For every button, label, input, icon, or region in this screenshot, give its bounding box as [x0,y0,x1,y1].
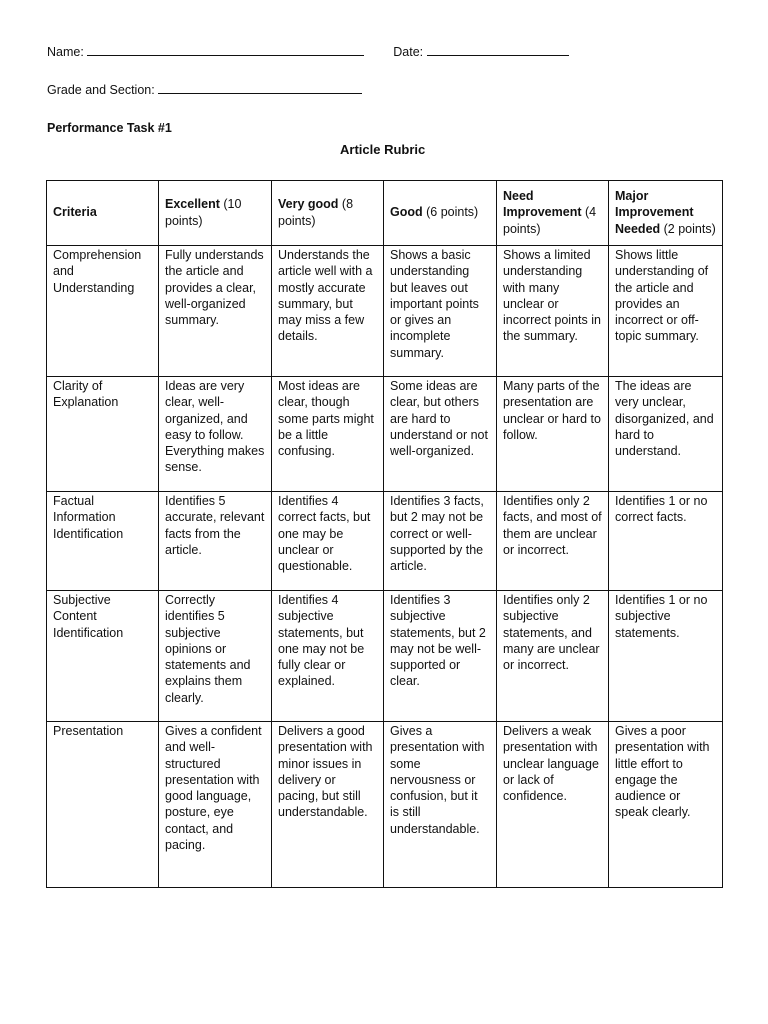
rubric-cell: Shows a basic understanding but leaves out important points or gives an incomplete summary. [384,246,497,377]
rubric-cell: Gives a confident and well-structured presentation with good language, posture, eye contact, and pacing. [159,722,272,888]
rubric-cell: Identifies 5 accurate, relevant facts from the article. [159,492,272,591]
criterion-cell: Clarity of Explanation [47,377,159,492]
header-row [47,181,723,246]
header-cell-criteria: Criteria [47,181,159,246]
rubric-cell: Identifies only 2 facts, and most of them are unclear or incorrect. [497,492,609,591]
grade-section-label: Grade and Section: [47,83,155,97]
table-row [47,246,723,377]
rubric-cell: Identifies only 2 subjective statements, and many are unclear or incorrect. [497,591,609,722]
rubric-cell: Identifies 3 facts, but 2 may not be correct or well-supported by the article. [384,492,497,591]
table-row [47,377,723,492]
header-cell-good: Good (6 points) [384,181,497,246]
rubric-cell: Most ideas are clear, though some parts might be a little confusing. [272,377,384,492]
rubric-title: Article Rubric [340,142,426,157]
criterion-cell: Comprehension and Understanding [47,246,159,377]
header-cell-very-good: Very good (8 points) [272,181,384,246]
rubric-cell: Some ideas are clear, but others are hard to understand or not well-organized. [384,377,497,492]
header-cell-major-improvement: Major Improvement Needed (2 points) [609,181,723,246]
rubric-cell: Correctly identifies 5 subjective opinions or statements and explains them clearly. [159,591,272,722]
rubric-cell: Shows little understanding of the article and provides an incorrect or off-topic summary. [609,246,723,377]
rubric-cell: Identifies 4 correct facts, but one may be unclear or questionable. [272,492,384,591]
rubric-cell: Delivers a good presentation with minor issues in delivery or pacing, but still understandable. [272,722,384,888]
header-cell-need-improvement: Need Improvement (4 points) [497,181,609,246]
name-label: Name: [47,45,84,59]
name-date-row [47,44,569,59]
date-blank[interactable] [427,44,569,56]
grade-section-blank[interactable] [158,82,362,94]
criterion-cell: Factual Information Identification [47,492,159,591]
rubric-cell: Identifies 3 subjective statements, but 2 may not be well-supported or clear. [384,591,497,722]
rubric-cell: Gives a poor presentation with little effort to engage the audience or speak clearly. [609,722,723,888]
table-row [47,492,723,591]
rubric-cell: Many parts of the presentation are unclear or hard to follow. [497,377,609,492]
rubric-cell: Understands the article well with a mostly accurate summary, but may miss a few details. [272,246,384,377]
rubric-table [46,180,723,888]
header-cell-excellent: Excellent (10 points) [159,181,272,246]
rubric-cell: Ideas are very clear, well-organized, and easy to follow. Everything makes sense. [159,377,272,492]
table-row [47,722,723,888]
table-row [47,591,723,722]
name-blank[interactable] [87,44,364,56]
date-label: Date: [393,45,424,59]
rubric-cell: Fully understands the article and provides a clear, well-organized summary. [159,246,272,377]
rubric-cell: Delivers a weak presentation with unclear language or lack of confidence. [497,722,609,888]
criterion-cell: Subjective Content Identification [47,591,159,722]
rubric-cell: Identifies 1 or no subjective statements. [609,591,723,722]
criterion-cell: Presentation [47,722,159,888]
rubric-cell: Identifies 1 or no correct facts. [609,492,723,591]
rubric-cell: The ideas are very unclear, disorganized, and hard to understand. [609,377,723,492]
rubric-cell: Gives a presentation with some nervousness or confusion, but it is still understandable. [384,722,497,888]
rubric-cell: Shows a limited understanding with many unclear or incorrect points in the summary. [497,246,609,377]
task-title: Performance Task #1 [47,121,172,135]
rubric-cell: Identifies 4 subjective statements, but one may not be fully clear or explained. [272,591,384,722]
grade-section-row [47,82,362,97]
